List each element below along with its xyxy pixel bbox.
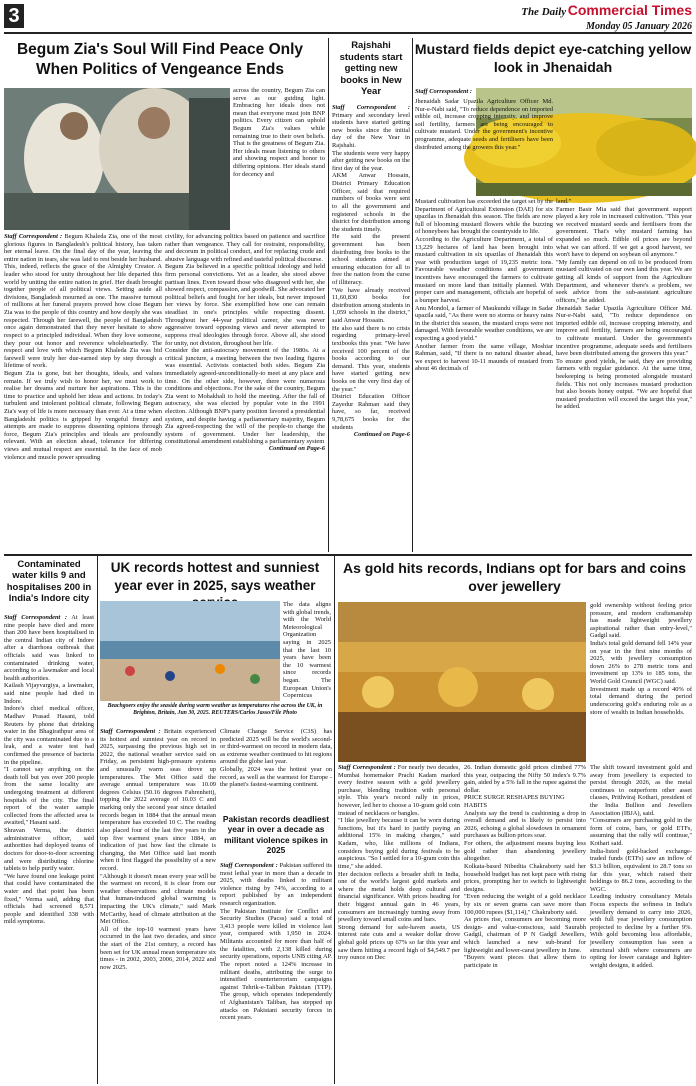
article7-headline: As gold hits records, Indians opt for bars and coins over jewellery <box>342 560 687 595</box>
article7-col3c-text: India-listed gold-backed exchange-traded funds (ETFs) saw an inflow of $3.3 billion, equivalent to 28.7 tons so far this year, which raised their holdings to 86.2 tons, according to the WGC. <box>590 847 692 893</box>
masthead <box>480 2 692 32</box>
article1-col2-top <box>233 87 325 230</box>
article4-body5: Shravan Verma, the district administrative officer, said authorities had deployed teams of doctors for door-to-door screening and were distributing chlorine tablets to help purify water. <box>4 827 94 873</box>
divider-v2 <box>412 38 413 552</box>
article7-col1c-text: Her decision reflects a broader shift in India, one of the world's largest gold markets and where the metal holds deep cultural and financial significance. With prices heading for their biggest annual gain in 46 years, consumers are increasingly turning away from jewellery toward small coins and bars. <box>338 870 460 924</box>
article3-col1-text: Jhenaidah Sadar Upazila Agriculture Officer Md. Nur-e-Nabi said, "To reduce dependence on imported edible oil, increase cropping intensity, and improve soil fertility, farmers are being encouraged to cultivate mustard. Under the government's incentive programme, adequate seeds and fertilisers have been distributed among the growers this year." <box>415 98 553 151</box>
article4-body6: "We have found one leakage point that could have contaminated the water and that point has been fixed," Verma said, adding that officials had screened 8,571 people and identified 338 with mild symptoms. <box>4 872 94 926</box>
article1-paragraph <box>4 233 162 370</box>
article3-col1e-text: Another farmer from the same village, Moshiar Rahman, said, "If there is no natural disaster ahead, we expect to harvest 10-11 maunds of mustard from about 46 decimals of <box>415 342 553 373</box>
article3-col2e-text: To ensure good yields, he said, they are providing farmers with regular guidance. At the same time, beekeeping is being promoted alongside mustard fields. This not only increases mustard production but also boosts honey output. "We are hopeful that mustard production will exceed the target this year," he added. <box>556 357 692 411</box>
article3-lead: Staff Correspondent : <box>415 88 473 95</box>
paper-prefix: The Daily <box>521 6 567 18</box>
article2-body7: District Education Officer Zayedur Rahman said they have, so far, received 9,78,675 books for the students <box>332 393 410 431</box>
article5-lead: Staff Correspondent : <box>100 728 161 735</box>
article3-col2d-text: Jhenaidah Sadar Upazila Agriculture Officer Md. Nur-e-Nabi said, "To reduce dependence on imported edible oil, increase cropping intensity, and improve soil fertility, farmers are being encouraged to cultivate mustard. Under the government's incentive programme, adequate seeds and fertilisers have been distributed among the growers this year." <box>556 304 692 358</box>
article7-subhead: PRICE SURGE RESHAPES BUYING HABITS <box>464 794 565 810</box>
article2-body6: He also said there is no crisis regarding primary-level textbooks this year. "We have received 100 percent of the books according to our demand. This year, students have started getting new books on the very first day of the year." <box>332 324 410 393</box>
article3-col2-text: land." <box>556 198 572 205</box>
article5-col2-text: Climate Change Service (C3S) has predicted 2025 will be the world's second- or third-warmest on record in modern data, as extreme weather continued to hit regions around the globe last year. <box>220 728 332 766</box>
article2-body3: AKM Anwar Hossain, District Primary Education Officer, said that required numbers of books were sent to all the government and registered schools in the district for distribution among the students timely. <box>332 172 410 233</box>
article4-lead: Staff Correspondent : <box>4 614 68 621</box>
article7-col2d-text: Kolkata-based Nibedita Chakraborty said her household budget has not kept pace with rising prices, prompting her to switch to lightweight designs. <box>464 862 586 893</box>
article5-caption: Beachgoers enjoy the seaside during warm weather as temperatures rise across the UK, in Brighton, Britain, Jun 30, 2025. REUTERS/Carlos Jasso/File Photo <box>107 703 323 716</box>
article6-body2: The Pakistan Institute for Conflict and Security Studies (Pacss) said a total of 3,413 people were killed in violence last year, compared with 1,950 in 2024. Militants accounted for more than half of the fatalities, with 2,138 killed during security operations, reports UNB citing AP. The report noted a 124% increase in militant deaths, attributing the surge to intensified counterterrorism campaigns against Tehrik-e-Taliban Pakistan (TTP). The group, which operates independently of Afghanistan's Taliban, has stepped up attacks on Pakistani security forces in recent years. <box>220 907 332 1022</box>
article4-body <box>4 614 94 1084</box>
article5-headline: UK records hottest and sunniest year ever in 2025, says weather <box>110 560 320 593</box>
article3-col1-spacer <box>415 88 553 98</box>
article7-col3-text: The shift toward investment gold and away from jewellery is expected to persist through 2026, as the metal continues to outperform other asset classes, Prithviraj Kothari, president of the India Bullion and Jewellers Association (IBJA), said. <box>590 764 692 817</box>
article5-col2b-text: Globally, 2024 was the hottest year on record, as well as the warmest for Europe - the planet's fastest-warming continent. <box>220 766 332 789</box>
article3-col1-main <box>415 198 553 554</box>
article5-col2 <box>220 728 332 813</box>
article2-paragraph <box>332 104 410 150</box>
article7-col2b-text: Analysts say the trend is cushioning a drop in overall demand and is likely to persist into 2026, echoing a global slowdown in ornament purchases as bullion prices soar. <box>464 809 586 840</box>
paper-name: Commercial Times <box>567 2 692 18</box>
article5-col1-text: Britain experienced its hottest and sunniest year on record in 2025, surpassing the previous high set in 2022, the national weather service said on Friday, as persistent high-pressure systems and unusually warm seas drove up temperatures. The Met Office said the average annual temperature was 10.09 degrees Celsius (50.16 degrees Fahrenheit), topping the 2022 average of 10.03 C and marking only the second year since detailed records began in 1884 that the annual mean temperature has exceeded 10 C. The reading also placed four of the last five years in the top five warmest years since 1884, an indication of just how fast the climate is changing, the Met Office said last month when it first flagged the possibility of a new record. <box>100 728 216 872</box>
article1-col2-top-text: across the country, Begum Zia can serve as our guiding light. Embracing her ideals does not mean that everyone must join BNP politics. Every citizen can uphold Begum Zia's values while remaining true to their own beliefs. That is the greatness of Begum Zia. Her ideals mean listening to others and showing respect and honor to differing opinions. Her ideals stand for decency and <box>233 87 325 178</box>
article1-photo <box>4 88 230 230</box>
article1-col1-text: Begum Khaleda Zia, one of the most glorious figures in Bangladesh's political history, has taken her eternal leave. On the final day of the year, leaving the entire nation in tears, she was laid to rest beside her husband. This, indeed, reflects the grace of the Almighty Creator. A leader who stood for unity throughout her life departed this world by uniting the entire nation in grief. Her death brought together people of all political views. Setting aside all divisions, Bangladesh mourned as one. The massive turnout of millions at her funeral prayers proved how close Begum Zia was to the people of this country and how deeply she was respected. Through her farewell, the people of Bangladesh once again demonstrated that they never hesitate to show respect to a principled individual. When they love someone, they pour out honor and reverence wholeheartedly. The respect and love with which Begum Khaleda Zia was bid farewell were truly her due-earned step by step through a lifetime of work. <box>4 233 162 370</box>
article2-body <box>332 104 410 554</box>
article5-photo <box>100 601 280 701</box>
issue-date: Monday 05 January 2026 <box>586 21 692 33</box>
article7-col3-top <box>590 602 692 764</box>
article7-col3 <box>590 764 692 1084</box>
article7-col1-text: For nearly two decades, Mumbai homemaker Prachi Kadam marked every festive season with a gold jewellery purchase, blending tradition with personal style. This year's record rally in prices, however, led her to choose a 10-gram gold coin instead of necklaces or bangles. <box>338 764 460 817</box>
article3-col2c-text: "My family can depend on oil to be produced from mustard cultivated on our own land this year. We are getting all kinds of support from the Agriculture Department, and whenever there's a problem, we seek advice from the sub-assistant agriculture officers," he added. <box>556 258 692 304</box>
article4-headline: Contaminated water kills 9 and hospitalises 200 in India's Indore city <box>6 559 92 605</box>
page-number: 3 <box>8 5 20 27</box>
article6-body1: Pakistan suffered its most lethal year in more than a decade in 2025, with deaths linked to militant violence rising by 74%, according to a report published by an independent research organization. <box>220 862 332 908</box>
article4-body2: Kailash Vijayvargiya, a lawmaker, said nine people had died in Indore. <box>4 682 94 705</box>
article4-body4: "I cannot say anything on the death toll but yes over 200 people from the same locality are undergoing treatment at different hospitals of the city. The final report of the water sample collected from the affected area is awaited," Hasani said. <box>4 766 94 827</box>
article1-col2 <box>165 233 325 551</box>
article5-side-text: The data aligns with global trends, with the World Meteorological Organization saying in 2025 that the last 10 years have been the 10 warmest since records began. The European Union's Copernicus <box>283 601 331 700</box>
article2-body4: He said the present government has been distributing free books to the school students aimed at ensuring education for all to free the nation from the curse of illiteracy. <box>332 233 410 287</box>
article7-col3b-text: "Consumers are purchasing gold in the form of coins, bars, or gold ETFs, assuming that the rally will continue," Kothari said. <box>590 817 692 848</box>
article5-col1b-text: "Although it doesn't mean every year will be the warmest on record, it is clear from our weather observations and climate models that human-induced global warming is impacting the UK's climate," said Mark McCarthy, head of climate attribution at the Met Office. <box>100 872 216 926</box>
jewellery-illustration <box>338 602 586 762</box>
divider-v3 <box>97 556 98 1084</box>
article2-body1: Primary and secondary level students have started getting new books since the initial day of the New Year in Rajshahi. <box>332 111 410 150</box>
mourners-illustration <box>4 88 230 230</box>
article6-paragraph <box>220 862 332 908</box>
article1-col1b-text: Begum Zia is gone, but her thoughts, ideals, and values remain. If we truly wish to honor her, we must work to realise her dreams and nurture her aspirations. This is the time to practice and uphold her ideas and actions. In today's turbulent and intolerant political climate, following Begum Zia's way of life is more necessary than ever. At a time when Bangladeshi politics is gripped by vengeful frenzy and attempts are made to suppress dissenting opinions through force, Begum Zia's principles and ideals are profoundly relevant. With an election ahead, tolerance for differing views and mutual respect are essential. In the face of mob violence and muscle power spreading <box>4 369 162 461</box>
divider-h1 <box>4 554 692 556</box>
article3-col1c-text: According to the Agriculture Department, a total of 13,229 hectares of land has been brought into mustard cultivation in six upazilas of Jhenaidah this year with production target of 19,235 metric tons. Favourable weather conditions and government incentives have encouraged the farmers to cultivate mustard on more land than initially planned. With proper care and management, officials are hopeful of a bumper harvest. <box>415 236 553 304</box>
article4-body3: Indore's chief medical officer, Madhav Prasad Hasani, told Reuters by phone that drinking water in the Bhagirathpur area of the city was contaminated due to a leak, and a water test had confirmed the presence of bacteria in the pipeline. <box>4 705 94 766</box>
article6-body <box>220 862 332 1084</box>
article7-col2e-text: "Even reducing the weight of a gold necklace by six or seven grams can save more than 100,000 rupees ($1,114)," Chakraborty said. <box>464 893 586 916</box>
article1-lead: Staff Correspondent : <box>4 233 63 240</box>
article3-col2 <box>556 198 692 554</box>
article7-paragraph <box>338 764 460 817</box>
article1-col1 <box>4 233 162 551</box>
article7-col1 <box>338 764 460 1084</box>
article5-paragraph <box>100 728 216 873</box>
article7-col2-text: 26. Indian domestic gold prices climbed 77% this year, outpacing the Nifty 50 index's 9.7% gain, aided by a 5% fall in the rupee against the dollar. <box>464 764 586 794</box>
article7-col1b-text: "I like jewellery because it can be worn during functions, but it's hard to justify paying an additional 15% in making charges," said Kadam, who, like millions of Indians, considers buying gold during festivals to be auspicious. "So I settled for a 10-gram coin this time," she added. <box>338 817 460 870</box>
article7-col2c-text: For others, the adjustment means buying less gold rather than abandoning jewellery altogether. <box>464 840 586 863</box>
article7-col3-top3-text: Investment made up a record 40% of total demand during the period underscoring gold's enduring role as a store of wealth in Indian households. <box>590 685 692 716</box>
article1-col2-text: civility, for advancing politics based on patience and sacrifice rather than vengeance. They call for restraint, responsibility, and decorum in political conduct, and for replacing crude and abusive language with refined and tasteful political discourse. <box>165 233 325 263</box>
article1-col2c-text: Consider the anti-autocracy movement of the 1980s. At a critical juncture, a meeting between the two leading figures was essential. Activists contacted both sides. Begum Zia immediately agreed-unconditionally-to meet at any place and time. On the other side, however, there were numerous conditions and objections. For the sake of the country, Begum Zia went to Mohakhali to hold the meeting. After the fall of autocracy, she was elected by popular vote in the 1991 election. Although BNP's party position favored a presidential system, and despite having a parliamentary majority, Begum Zia agreed-respecting the will of the people-to change the system of government. Under her leadership, the constitutional amendment establishing a parliamentary system <box>165 347 325 446</box>
article7-col3-top-text: gold ownership without feeling price pressure, and modern craftsmanship has made lightweight jewellery aspirational rather than entry-level," Gadgil said. <box>590 602 692 640</box>
article6-lead: Staff Correspondent : <box>220 862 278 869</box>
article5-side <box>283 601 331 703</box>
article1-headline: Begum Zia's Soul Will Find Peace Only When Politics of Vengeance Ends <box>16 41 304 79</box>
page-number-box <box>4 4 24 28</box>
article7-col3-top2-text: India's total gold demand fell 14% year on year in the first nine months of 2025, with jewellery consumption down 26% to 278 metric tons and investment up 13% to 185 tons, the World Gold Council (WGC) said. <box>590 640 692 686</box>
article3-headline: Mustard fields depict eye-catching yellow look in Jhenaidah <box>414 41 692 76</box>
divider-v1 <box>328 38 329 552</box>
article7-col1d-text: Strong demand for safe-haven assets, US interest rate cuts and a weaker dollar drove global gold prices up 67% so far this year and saw them hitting a record high of $4,549.7 per troy ounce on Dec <box>338 923 460 962</box>
article3-col1b-text: Mustard cultivation has exceeded the target set by the Department of Agricultural Extension (DAE) for six upazilas in Jhenaidah this season. The fields are now full of blooming mustard flowers while the buzzing of honeybees has brought the countryside to life. <box>415 198 553 236</box>
article2-continued: Continued on Page-6 <box>353 431 410 439</box>
article7-col3d-text: Leading industry consultancy Metals Focus expects the softness in India's jewellery demand to carry into 2026, with full year jewellery consumption projected to decline by a further 9%. With gold becoming less affordable, jewellery consumption has seen a structural shift where consumers are opting for lower caratage and lighter-weight designs, it added. <box>590 893 692 969</box>
article7-col2 <box>464 764 586 1084</box>
article4-body1: At least nine people have died and more than 200 have been hospitalised in the central Indian city of Indore after a diarrhoea outbreak that officials said was linked to contaminated drinking water, according to a lawmaker and local health authorities. <box>4 614 94 682</box>
article6-headline: Pakistan records deadliest year in over a decade as militant violence spikes in 2025 <box>222 814 330 855</box>
divider-v4 <box>334 556 335 1084</box>
article3-col1d-text: Anu Mondol, a farmer of Maukundu village in Sadar upazila said, "As there were no storms or heavy rains in the district this season, the mustard crops were not damaged. With favourable weather conditions, we are expecting a good yield." <box>415 304 553 342</box>
article7-col2f-text: As prices rise, consumers are becoming more design- and value-conscious, said Saurabh Gadgil, chairman of P N Gadgil Jewellers, which launched a new sub-brand for lightweight and lower-carat jewellery in June. <box>464 916 586 954</box>
article2-body2: The students were very happy after getting new books on the first day of the year. <box>332 149 410 172</box>
article5-col1c-text: All of the top-10 warmest years have occurred in the last two decades, and since the start of the 21st century, a record has been set for UK annual mean temperature six times - in 2002, 2003, 2006, 2014, 2022 and now 2025. <box>100 925 216 971</box>
article7-lead: Staff Correspondent : <box>338 764 396 771</box>
article3-col2b-text: Farmer Basir Mia said that government support played a key role in increased cultivation. "This year we received mustard seeds and fertilisers from the government. That's why mustard farming has expanded so much. Edible oil prices are beyond what we can afford. If we get a good harvest, we won't have to depend on soybean oil anymore." <box>556 205 692 259</box>
article4-paragraph <box>4 614 94 682</box>
masthead-rule <box>4 32 692 34</box>
article5-col1 <box>100 728 216 1084</box>
article1-col2b-text: Begum Zia believed in a specific political ideology and held firm personal convictions. Yet as a leader, she stood above partisan lines. Even toward those who disagreed with her, she showed respect, compassion, and goodwill. She advocated her political beliefs and fought for her ideals, but never imposed her views by force. She exemplified how one can remain steadfast in one's principles while respecting dissent. Throughout her 44-year political career, she was never aggressive toward opposing views and never attempted to suppress rival ideologies through force. Above all, she stood for unity, not division, throughout her life. <box>165 263 325 347</box>
beach-illustration <box>100 601 280 701</box>
article2-headline: Rajshahi students start getting new books in New Year <box>339 40 403 98</box>
article2-lead: Staff Correspondent : <box>332 104 410 111</box>
article2-body5: "We have already received 11,60,830 books for distribution among students in 1,059 schools in the district," said Anwar Hossain. <box>332 286 410 325</box>
article7-photo <box>338 602 586 762</box>
article7-col2g-text: "Buyers want pieces that allow them to participate in <box>464 954 586 969</box>
article1-continued: Continued on Page-6 <box>268 445 325 453</box>
